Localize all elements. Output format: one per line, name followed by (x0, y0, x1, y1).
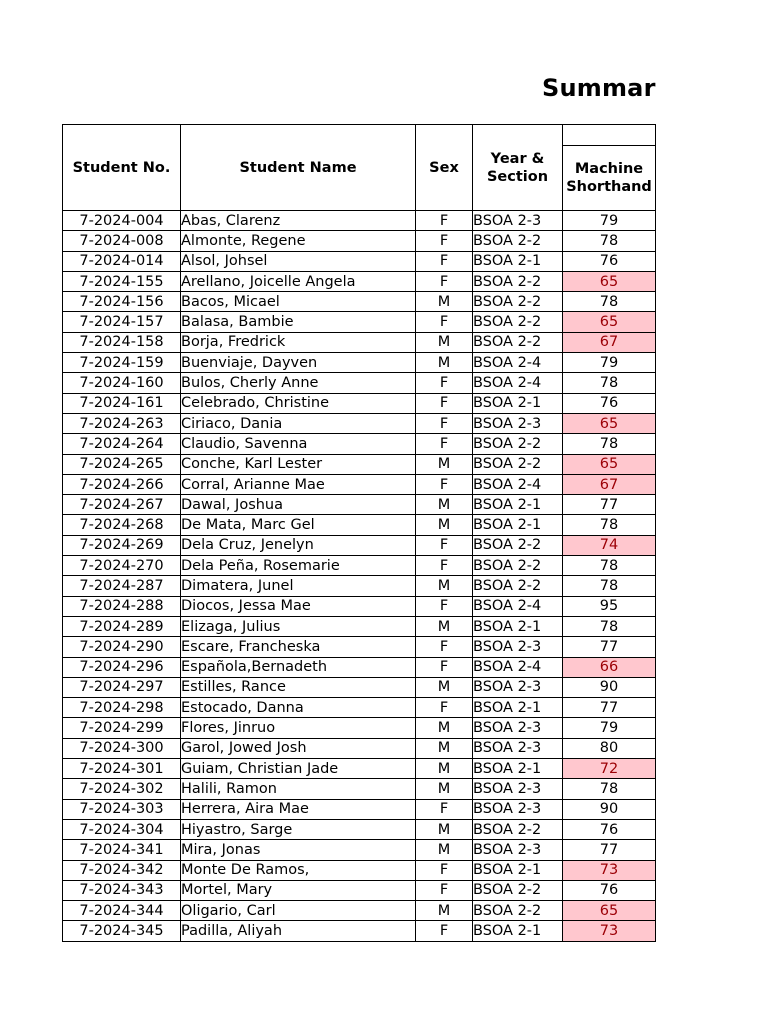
table-row (63, 251, 656, 271)
table-row (63, 434, 656, 454)
sex-cell: M (416, 677, 473, 697)
header-machine-shorthand (563, 146, 656, 211)
student-name-cell: Borja, Fredrick (181, 332, 416, 352)
machine-shorthand-grade-cell: 78 (563, 434, 656, 454)
student-name-cell: Mortel, Mary (181, 880, 416, 900)
table-row (63, 637, 656, 657)
student-name-cell: Estocado, Danna (181, 698, 416, 718)
year-section-cell: BSOA 2-2 (473, 312, 563, 332)
machine-shorthand-grade-cell: 67 (563, 474, 656, 494)
machine-shorthand-grade-cell: 90 (563, 677, 656, 697)
machine-shorthand-grade-cell: 65 (563, 271, 656, 291)
grades-body (63, 211, 656, 942)
student-name-cell: Española,Bernadeth (181, 657, 416, 677)
machine-shorthand-grade-cell: 78 (563, 779, 656, 799)
student-no-cell: 7-2024-345 (63, 921, 181, 941)
year-section-cell: BSOA 2-2 (473, 556, 563, 576)
sex-cell: F (416, 434, 473, 454)
year-section-cell: BSOA 2-1 (473, 393, 563, 413)
machine-shorthand-grade-cell: 76 (563, 251, 656, 271)
student-no-cell: 7-2024-341 (63, 840, 181, 860)
sex-cell: F (416, 393, 473, 413)
student-no-cell: 7-2024-290 (63, 637, 181, 657)
sex-cell: F (416, 312, 473, 332)
student-name-cell: Corral, Arianne Mae (181, 474, 416, 494)
machine-shorthand-grade-cell: 77 (563, 840, 656, 860)
machine-shorthand-grade-cell: 79 (563, 718, 656, 738)
year-section-cell: BSOA 2-2 (473, 880, 563, 900)
machine-shorthand-grade-cell: 65 (563, 312, 656, 332)
table-row (63, 454, 656, 474)
student-name-cell: Halili, Ramon (181, 779, 416, 799)
year-section-cell: BSOA 2-4 (473, 353, 563, 373)
student-no-cell: 7-2024-288 (63, 596, 181, 616)
table-row (63, 373, 656, 393)
student-no-cell: 7-2024-296 (63, 657, 181, 677)
machine-shorthand-grade-cell: 78 (563, 231, 656, 251)
student-name-cell: Celebrado, Christine (181, 393, 416, 413)
student-name-cell: Claudio, Savenna (181, 434, 416, 454)
machine-shorthand-grade-cell: 65 (563, 413, 656, 433)
machine-shorthand-grade-cell: 72 (563, 759, 656, 779)
machine-shorthand-grade-cell: 78 (563, 616, 656, 636)
year-section-cell: BSOA 2-3 (473, 211, 563, 231)
table-row (63, 413, 656, 433)
student-no-cell: 7-2024-008 (63, 231, 181, 251)
student-name-cell: Escare, Francheska (181, 637, 416, 657)
sex-cell: M (416, 353, 473, 373)
student-no-cell: 7-2024-267 (63, 495, 181, 515)
sex-cell: M (416, 759, 473, 779)
student-no-cell: 7-2024-264 (63, 434, 181, 454)
student-no-cell: 7-2024-265 (63, 454, 181, 474)
year-section-cell: BSOA 2-2 (473, 454, 563, 474)
table-row (63, 393, 656, 413)
sex-cell: F (416, 474, 473, 494)
table-row (63, 677, 656, 697)
table-row (63, 718, 656, 738)
student-name-cell: Hiyastro, Sarge (181, 819, 416, 839)
table-row (63, 880, 656, 900)
sex-cell: M (416, 292, 473, 312)
student-name-cell: Bulos, Cherly Anne (181, 373, 416, 393)
student-name-cell: Garol, Jowed Josh (181, 738, 416, 758)
year-section-cell: BSOA 2-2 (473, 292, 563, 312)
table-row (63, 596, 656, 616)
student-no-cell: 7-2024-287 (63, 576, 181, 596)
student-no-cell: 7-2024-302 (63, 779, 181, 799)
sex-cell: F (416, 657, 473, 677)
year-section-cell: BSOA 2-2 (473, 332, 563, 352)
machine-shorthand-grade-cell: 78 (563, 576, 656, 596)
machine-shorthand-grade-cell: 78 (563, 556, 656, 576)
machine-shorthand-grade-cell: 77 (563, 698, 656, 718)
year-section-cell: BSOA 2-2 (473, 271, 563, 291)
table-row (63, 698, 656, 718)
year-section-cell: BSOA 2-4 (473, 596, 563, 616)
machine-shorthand-grade-cell: 78 (563, 515, 656, 535)
machine-shorthand-grade-cell: 76 (563, 880, 656, 900)
header-subject-group (563, 125, 656, 146)
student-no-cell: 7-2024-269 (63, 535, 181, 555)
table-row (63, 474, 656, 494)
sex-cell: F (416, 413, 473, 433)
student-name-cell: Dimatera, Junel (181, 576, 416, 596)
student-name-cell: Ciriaco, Dania (181, 413, 416, 433)
machine-shorthand-grade-cell: 80 (563, 738, 656, 758)
sex-cell: F (416, 596, 473, 616)
student-name-cell: Almonte, Regene (181, 231, 416, 251)
year-section-cell: BSOA 2-1 (473, 698, 563, 718)
table-row (63, 556, 656, 576)
sex-cell: M (416, 779, 473, 799)
student-no-cell: 7-2024-157 (63, 312, 181, 332)
machine-shorthand-grade-cell: 90 (563, 799, 656, 819)
student-name-cell: Arellano, Joicelle Angela (181, 271, 416, 291)
student-no-cell: 7-2024-155 (63, 271, 181, 291)
table-row (63, 292, 656, 312)
table-row (63, 738, 656, 758)
sex-cell: F (416, 271, 473, 291)
student-no-cell: 7-2024-298 (63, 698, 181, 718)
sex-cell: M (416, 332, 473, 352)
machine-shorthand-grade-cell: 66 (563, 657, 656, 677)
year-section-cell: BSOA 2-2 (473, 819, 563, 839)
header-sex: Sex (416, 125, 473, 211)
machine-shorthand-grade-cell: 65 (563, 901, 656, 921)
table-row (63, 799, 656, 819)
year-section-cell: BSOA 2-3 (473, 799, 563, 819)
year-section-cell: BSOA 2-3 (473, 779, 563, 799)
table-row (63, 231, 656, 251)
machine-shorthand-grade-cell: 65 (563, 454, 656, 474)
student-name-cell: Conche, Karl Lester (181, 454, 416, 474)
sex-cell: M (416, 840, 473, 860)
student-name-cell: Dawal, Joshua (181, 495, 416, 515)
page-title: Summar (542, 74, 656, 102)
machine-shorthand-grade-cell: 77 (563, 495, 656, 515)
sex-cell: F (416, 921, 473, 941)
student-name-cell: Mira, Jonas (181, 840, 416, 860)
student-name-cell: Dela Peña, Rosemarie (181, 556, 416, 576)
table-row (63, 759, 656, 779)
table-row (63, 211, 656, 231)
student-name-cell: Herrera, Aira Mae (181, 799, 416, 819)
student-no-cell: 7-2024-270 (63, 556, 181, 576)
student-no-cell: 7-2024-299 (63, 718, 181, 738)
sex-cell: M (416, 738, 473, 758)
header-year-section (473, 125, 563, 211)
sex-cell: F (416, 556, 473, 576)
year-section-cell: BSOA 2-3 (473, 413, 563, 433)
table-row (63, 840, 656, 860)
machine-shorthand-grade-cell: 78 (563, 292, 656, 312)
student-name-cell: Flores, Jinruo (181, 718, 416, 738)
machine-shorthand-grade-cell: 67 (563, 332, 656, 352)
sex-cell: M (416, 495, 473, 515)
sex-cell: F (416, 637, 473, 657)
student-name-cell: Diocos, Jessa Mae (181, 596, 416, 616)
table-row (63, 515, 656, 535)
student-no-cell: 7-2024-343 (63, 880, 181, 900)
student-no-cell: 7-2024-300 (63, 738, 181, 758)
student-name-cell: Alsol, Johsel (181, 251, 416, 271)
header-year-section-label: Year & Section (486, 150, 549, 185)
year-section-cell: BSOA 2-1 (473, 759, 563, 779)
table-row (63, 657, 656, 677)
student-name-cell: Bacos, Micael (181, 292, 416, 312)
sex-cell: F (416, 860, 473, 880)
machine-shorthand-grade-cell: 77 (563, 637, 656, 657)
sex-cell: M (416, 515, 473, 535)
machine-shorthand-grade-cell: 79 (563, 353, 656, 373)
table-row (63, 312, 656, 332)
machine-shorthand-grade-cell: 79 (563, 211, 656, 231)
sex-cell: F (416, 211, 473, 231)
student-name-cell: Buenviaje, Dayven (181, 353, 416, 373)
sex-cell: M (416, 901, 473, 921)
sex-cell: M (416, 718, 473, 738)
header-student-no: Student No. (63, 125, 181, 211)
year-section-cell: BSOA 2-3 (473, 718, 563, 738)
year-section-cell: BSOA 2-2 (473, 434, 563, 454)
sex-cell: M (416, 454, 473, 474)
student-no-cell: 7-2024-301 (63, 759, 181, 779)
table-row (63, 779, 656, 799)
student-no-cell: 7-2024-160 (63, 373, 181, 393)
student-name-cell: Balasa, Bambie (181, 312, 416, 332)
grades-table (62, 124, 656, 942)
year-section-cell: BSOA 2-3 (473, 637, 563, 657)
table-row (63, 901, 656, 921)
year-section-cell: BSOA 2-3 (473, 738, 563, 758)
year-section-cell: BSOA 2-4 (473, 474, 563, 494)
student-no-cell: 7-2024-014 (63, 251, 181, 271)
sex-cell: F (416, 799, 473, 819)
machine-shorthand-grade-cell: 74 (563, 535, 656, 555)
year-section-cell: BSOA 2-2 (473, 576, 563, 596)
table-row (63, 921, 656, 941)
year-section-cell: BSOA 2-4 (473, 657, 563, 677)
table-row (63, 616, 656, 636)
student-no-cell: 7-2024-344 (63, 901, 181, 921)
machine-shorthand-grade-cell: 95 (563, 596, 656, 616)
student-name-cell: Guiam, Christian Jade (181, 759, 416, 779)
year-section-cell: BSOA 2-1 (473, 921, 563, 941)
student-no-cell: 7-2024-342 (63, 860, 181, 880)
student-no-cell: 7-2024-161 (63, 393, 181, 413)
student-name-cell: Elizaga, Julius (181, 616, 416, 636)
sex-cell: M (416, 819, 473, 839)
table-row (63, 332, 656, 352)
table-row (63, 271, 656, 291)
student-name-cell: Estilles, Rance (181, 677, 416, 697)
sex-cell: F (416, 698, 473, 718)
table-row (63, 353, 656, 373)
student-name-cell: Abas, Clarenz (181, 211, 416, 231)
student-name-cell: Dela Cruz, Jenelyn (181, 535, 416, 555)
student-name-cell: Padilla, Aliyah (181, 921, 416, 941)
student-name-cell: Oligario, Carl (181, 901, 416, 921)
sex-cell: F (416, 880, 473, 900)
year-section-cell: BSOA 2-1 (473, 515, 563, 535)
sex-cell: F (416, 251, 473, 271)
machine-shorthand-grade-cell: 78 (563, 373, 656, 393)
student-name-cell: De Mata, Marc Gel (181, 515, 416, 535)
table-row (63, 819, 656, 839)
student-no-cell: 7-2024-297 (63, 677, 181, 697)
sex-cell: M (416, 616, 473, 636)
year-section-cell: BSOA 2-1 (473, 860, 563, 880)
table-row (63, 495, 656, 515)
table-row (63, 535, 656, 555)
student-no-cell: 7-2024-158 (63, 332, 181, 352)
title-clip (0, 0, 656, 130)
header-student-name: Student Name (181, 125, 416, 211)
sex-cell: M (416, 576, 473, 596)
student-no-cell: 7-2024-268 (63, 515, 181, 535)
student-no-cell: 7-2024-004 (63, 211, 181, 231)
year-section-cell: BSOA 2-1 (473, 251, 563, 271)
student-no-cell: 7-2024-266 (63, 474, 181, 494)
student-no-cell: 7-2024-156 (63, 292, 181, 312)
year-section-cell: BSOA 2-3 (473, 677, 563, 697)
student-no-cell: 7-2024-303 (63, 799, 181, 819)
sex-cell: F (416, 231, 473, 251)
student-no-cell: 7-2024-304 (63, 819, 181, 839)
year-section-cell: BSOA 2-1 (473, 495, 563, 515)
year-section-cell: BSOA 2-2 (473, 231, 563, 251)
year-section-cell: BSOA 2-1 (473, 616, 563, 636)
machine-shorthand-grade-cell: 76 (563, 819, 656, 839)
student-no-cell: 7-2024-263 (63, 413, 181, 433)
sex-cell: F (416, 373, 473, 393)
student-no-cell: 7-2024-289 (63, 616, 181, 636)
table-row (63, 860, 656, 880)
header-machine-shorthand-label: Machine Shorthand (566, 161, 652, 195)
machine-shorthand-grade-cell: 76 (563, 393, 656, 413)
machine-shorthand-grade-cell: 73 (563, 860, 656, 880)
machine-shorthand-grade-cell: 73 (563, 921, 656, 941)
year-section-cell: BSOA 2-2 (473, 901, 563, 921)
table-row (63, 576, 656, 596)
sex-cell: F (416, 535, 473, 555)
year-section-cell: BSOA 2-2 (473, 535, 563, 555)
student-name-cell: Monte De Ramos, (181, 860, 416, 880)
student-no-cell: 7-2024-159 (63, 353, 181, 373)
year-section-cell: BSOA 2-4 (473, 373, 563, 393)
year-section-cell: BSOA 2-3 (473, 840, 563, 860)
